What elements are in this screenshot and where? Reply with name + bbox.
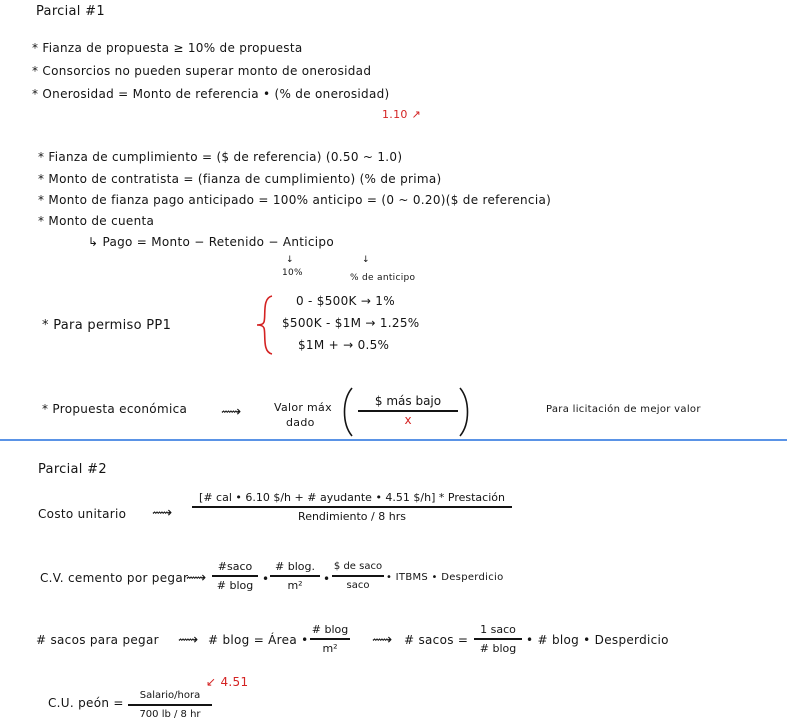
anticipo-arrow-icon: ↓ <box>362 255 370 265</box>
right-paren-icon <box>458 386 472 438</box>
note-fianza-anticipado: * Monto de fianza pago anticipado = 100% anticipo = (0 ~ 0.20)($ de referencia) <box>38 193 552 207</box>
permiso-row-3: $1M + → 0.5% <box>298 338 390 352</box>
arrow-icon-4: ⟿ <box>372 632 393 648</box>
sacos-label: # sacos para pegar <box>36 633 159 647</box>
sacos-fraction-2 <box>474 622 522 656</box>
dot-op-2: • <box>323 572 331 586</box>
peon-annotation: ↙ 4.51 <box>206 675 249 689</box>
licitacion-note: Para licitación de mejor valor <box>546 404 701 415</box>
cv-tail: • ITBMS • Desperdicio <box>386 572 504 583</box>
annotation-110: 1.10 ↗ <box>382 108 422 121</box>
peon-label: C.U. peón = <box>48 696 124 710</box>
red-brace-icon <box>254 294 276 356</box>
cv-f1-bar <box>212 575 258 577</box>
sacos-f-den: m² <box>322 641 338 655</box>
valor-frac-den: x <box>404 412 412 427</box>
valor-fraction <box>358 394 458 428</box>
costo-frac-bar <box>192 506 512 508</box>
peon-num: Salario/hora <box>139 690 201 701</box>
costo-fraction <box>192 490 512 524</box>
cv-fraction-1 <box>212 559 258 593</box>
section-divider <box>0 439 787 441</box>
peon-den: 700 lb / 8 hr <box>139 708 201 720</box>
cv-fraction-2 <box>270 559 320 593</box>
note-onerosidad: * Onerosidad = Monto de referencia • (% de onerosidad) <box>32 87 390 101</box>
cv-f3-bar <box>332 575 384 577</box>
arrow-icon-2: ⟿ <box>186 570 207 586</box>
arrow-icon-3: ⟿ <box>178 632 199 648</box>
note-fianza-propuesta: * Fianza de propuesta ≥ 10% de propuesta <box>32 41 303 55</box>
permiso-row-2: $500K - $1M → 1.25% <box>282 316 420 330</box>
cv-f3-num: $ de saco <box>333 561 383 572</box>
retenido-note: 10% <box>282 268 303 278</box>
peon-fraction <box>128 688 212 722</box>
cv-f2-bar <box>270 575 320 577</box>
cv-f1-den: # blog <box>216 578 254 592</box>
note-consorcios: * Consorcios no pueden superar monto de onerosidad <box>32 64 372 78</box>
sacos-fraction <box>310 622 350 656</box>
cv-f2-num: # blog. <box>275 560 315 573</box>
costo-unitario-label: Costo unitario <box>38 507 127 521</box>
note-fianza-cumplimiento: * Fianza de cumplimiento = ($ de referencia) (0.50 ~ 1.0) <box>38 150 403 164</box>
sacos-f2-den: # blog <box>479 641 517 655</box>
sacos-f2-bar <box>474 638 522 640</box>
valor-dado-label: dado <box>286 416 315 429</box>
anticipo-note: % de anticipo <box>350 273 416 283</box>
sacos-f-bar <box>310 638 350 640</box>
cv-f1-num: #saco <box>217 560 253 573</box>
sacos-f-num: # blog <box>311 623 349 636</box>
left-paren-icon <box>340 386 354 438</box>
cv-f3-den: saco <box>346 579 370 591</box>
parcial1-title: Parcial #1 <box>36 4 105 19</box>
costo-frac-den: Rendimiento / 8 hrs <box>298 509 406 523</box>
valor-frac-num: $ más bajo <box>374 394 442 408</box>
peon-bar <box>128 704 212 706</box>
pago-formula: ↳ Pago = Monto − Retenido − Anticipo <box>88 235 334 249</box>
note-monto-contratista: * Monto de contratista = (fianza de cumplimiento) (% de prima) <box>38 172 442 186</box>
sacos-mid: # blog = Área • <box>208 633 309 647</box>
retenido-arrow-icon: ↓ <box>286 255 294 265</box>
cv-cemento-label: C.V. cemento por pegar <box>40 571 189 585</box>
cv-f2-den: m² <box>287 578 303 592</box>
sacos-eq: # sacos = <box>404 633 469 647</box>
permiso-label: * Para permiso PP1 <box>42 318 172 333</box>
note-monto-cuenta: * Monto de cuenta <box>38 214 155 228</box>
parcial2-title: Parcial #2 <box>38 462 107 477</box>
dot-op-1: • <box>262 572 270 586</box>
propuesta-economica-label: * Propuesta económica <box>42 402 188 416</box>
squiggle-arrow-icon: ⟿ <box>221 404 242 420</box>
costo-frac-num: [# cal • 6.10 $/h + # ayudante • 4.51 $/h] * Prestación <box>199 491 505 504</box>
cv-fraction-3 <box>332 559 384 593</box>
valor-max-label: Valor máx <box>274 401 332 414</box>
sacos-tail: • # blog • Desperdicio <box>526 633 669 647</box>
valor-frac-bar <box>358 410 458 412</box>
sacos-f2-num: 1 saco <box>480 623 516 636</box>
arrow-icon: ⟿ <box>152 505 173 521</box>
permiso-row-1: 0 - $500K → 1% <box>296 294 395 308</box>
